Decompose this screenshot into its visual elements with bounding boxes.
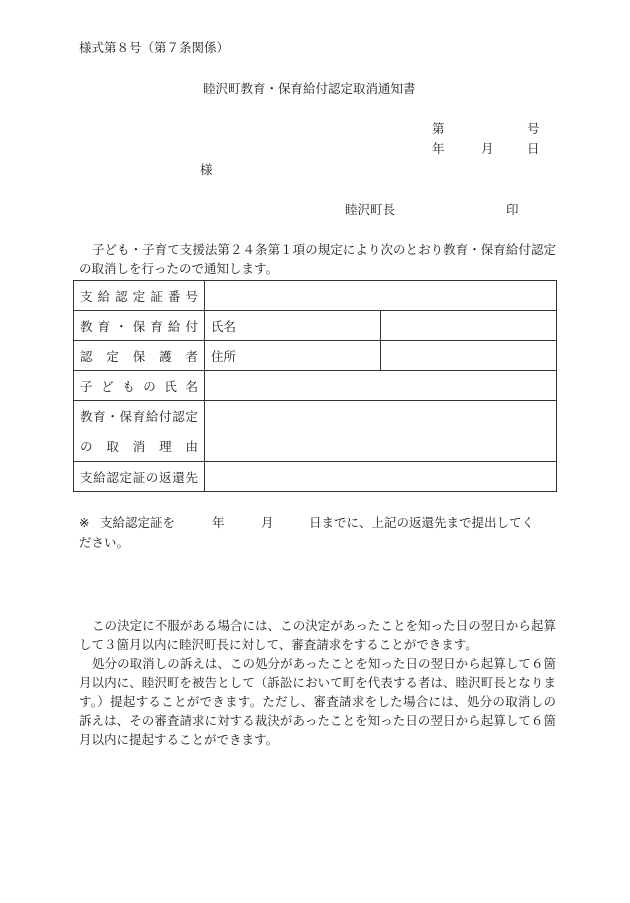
address-label: 住所 xyxy=(205,341,381,371)
notice-text-b: 日までに、上記の返還先まで提出してく xyxy=(309,515,535,530)
table-row-return-destination xyxy=(74,462,557,492)
date-month: 月 xyxy=(481,141,494,156)
return-destination-value xyxy=(205,462,557,492)
child-name-label: 子 ど も の 氏 名 xyxy=(80,378,198,394)
number-prefix: 第 xyxy=(432,121,445,136)
table-row-cancel-reason xyxy=(74,401,557,462)
certificate-number-label: 支 給 認 定 証 番 号 xyxy=(80,288,198,304)
notice-year: 年 xyxy=(212,515,225,530)
guardian-label-a: 教 育 ・ 保 育 給 付 xyxy=(80,318,198,334)
cancel-reason-label-b: の 取 消 理 由 xyxy=(80,439,198,454)
date-year: 年 xyxy=(432,141,445,156)
issuer-name: 睦沢町長 xyxy=(345,202,396,217)
guardian-address-value xyxy=(381,341,557,371)
guardian-label-b: 認 定 保 護 者 xyxy=(80,348,198,364)
child-name-value xyxy=(205,371,557,401)
notice-mark: ※ xyxy=(79,515,90,530)
number-suffix: 号 xyxy=(527,121,540,136)
guardian-name-value xyxy=(381,311,557,341)
issuer-seal: 印 xyxy=(506,202,519,217)
appeal-paragraph-1: この決定に不服がある場合には、この決定があったことを知った日の翌日から起算して３箇月以内に睦沢町長に対して、審査請求をすることができます。 xyxy=(79,618,556,652)
return-destination-label: 支 給 認 定 証 の 返 還 先 xyxy=(80,469,198,485)
intro-paragraph: 子ども・子育て支援法第２４条第１項の規定により次のとおり教育・保育給付認定の取消しを行ったので通知します。 xyxy=(79,242,556,276)
table-row-guardian-address xyxy=(74,341,557,371)
table-row-child-name xyxy=(74,371,557,401)
table-row-certificate-number xyxy=(74,281,557,311)
form-number: 様式第８号（第７条関係） xyxy=(79,40,230,55)
table-row-guardian-name xyxy=(74,311,557,341)
certificate-number-value xyxy=(205,281,557,311)
recipient-honorific: 様 xyxy=(200,162,213,177)
notice-text-a: 支給認定証を xyxy=(100,515,176,530)
date-day: 日 xyxy=(527,141,540,156)
name-label: 氏名 xyxy=(205,311,381,341)
certificate-table xyxy=(73,280,557,492)
cancel-reason-value xyxy=(205,401,557,462)
cancel-reason-label-a: 教 育 ・ 保 育 給 付 認 定 xyxy=(80,409,198,424)
notice-text-c: ださい。 xyxy=(79,535,130,550)
notice-month: 月 xyxy=(261,515,274,530)
document-title: 睦沢町教育・保育給付認定取消通知書 xyxy=(203,81,416,96)
appeal-paragraph-2: 処分の取消しの訴えは、この処分があったことを知った日の翌日から起算して６箇月以内に、睦沢町を被告として（訴訟において町を代表する者は、睦沢町長となります。）提起することができます。ただし、審査請求をした場合には、処分の取消しの訴えは、その審査請求に対する裁決があったことを知った日の翌日から起算して６箇月以内に提起することができます。 xyxy=(79,656,556,747)
